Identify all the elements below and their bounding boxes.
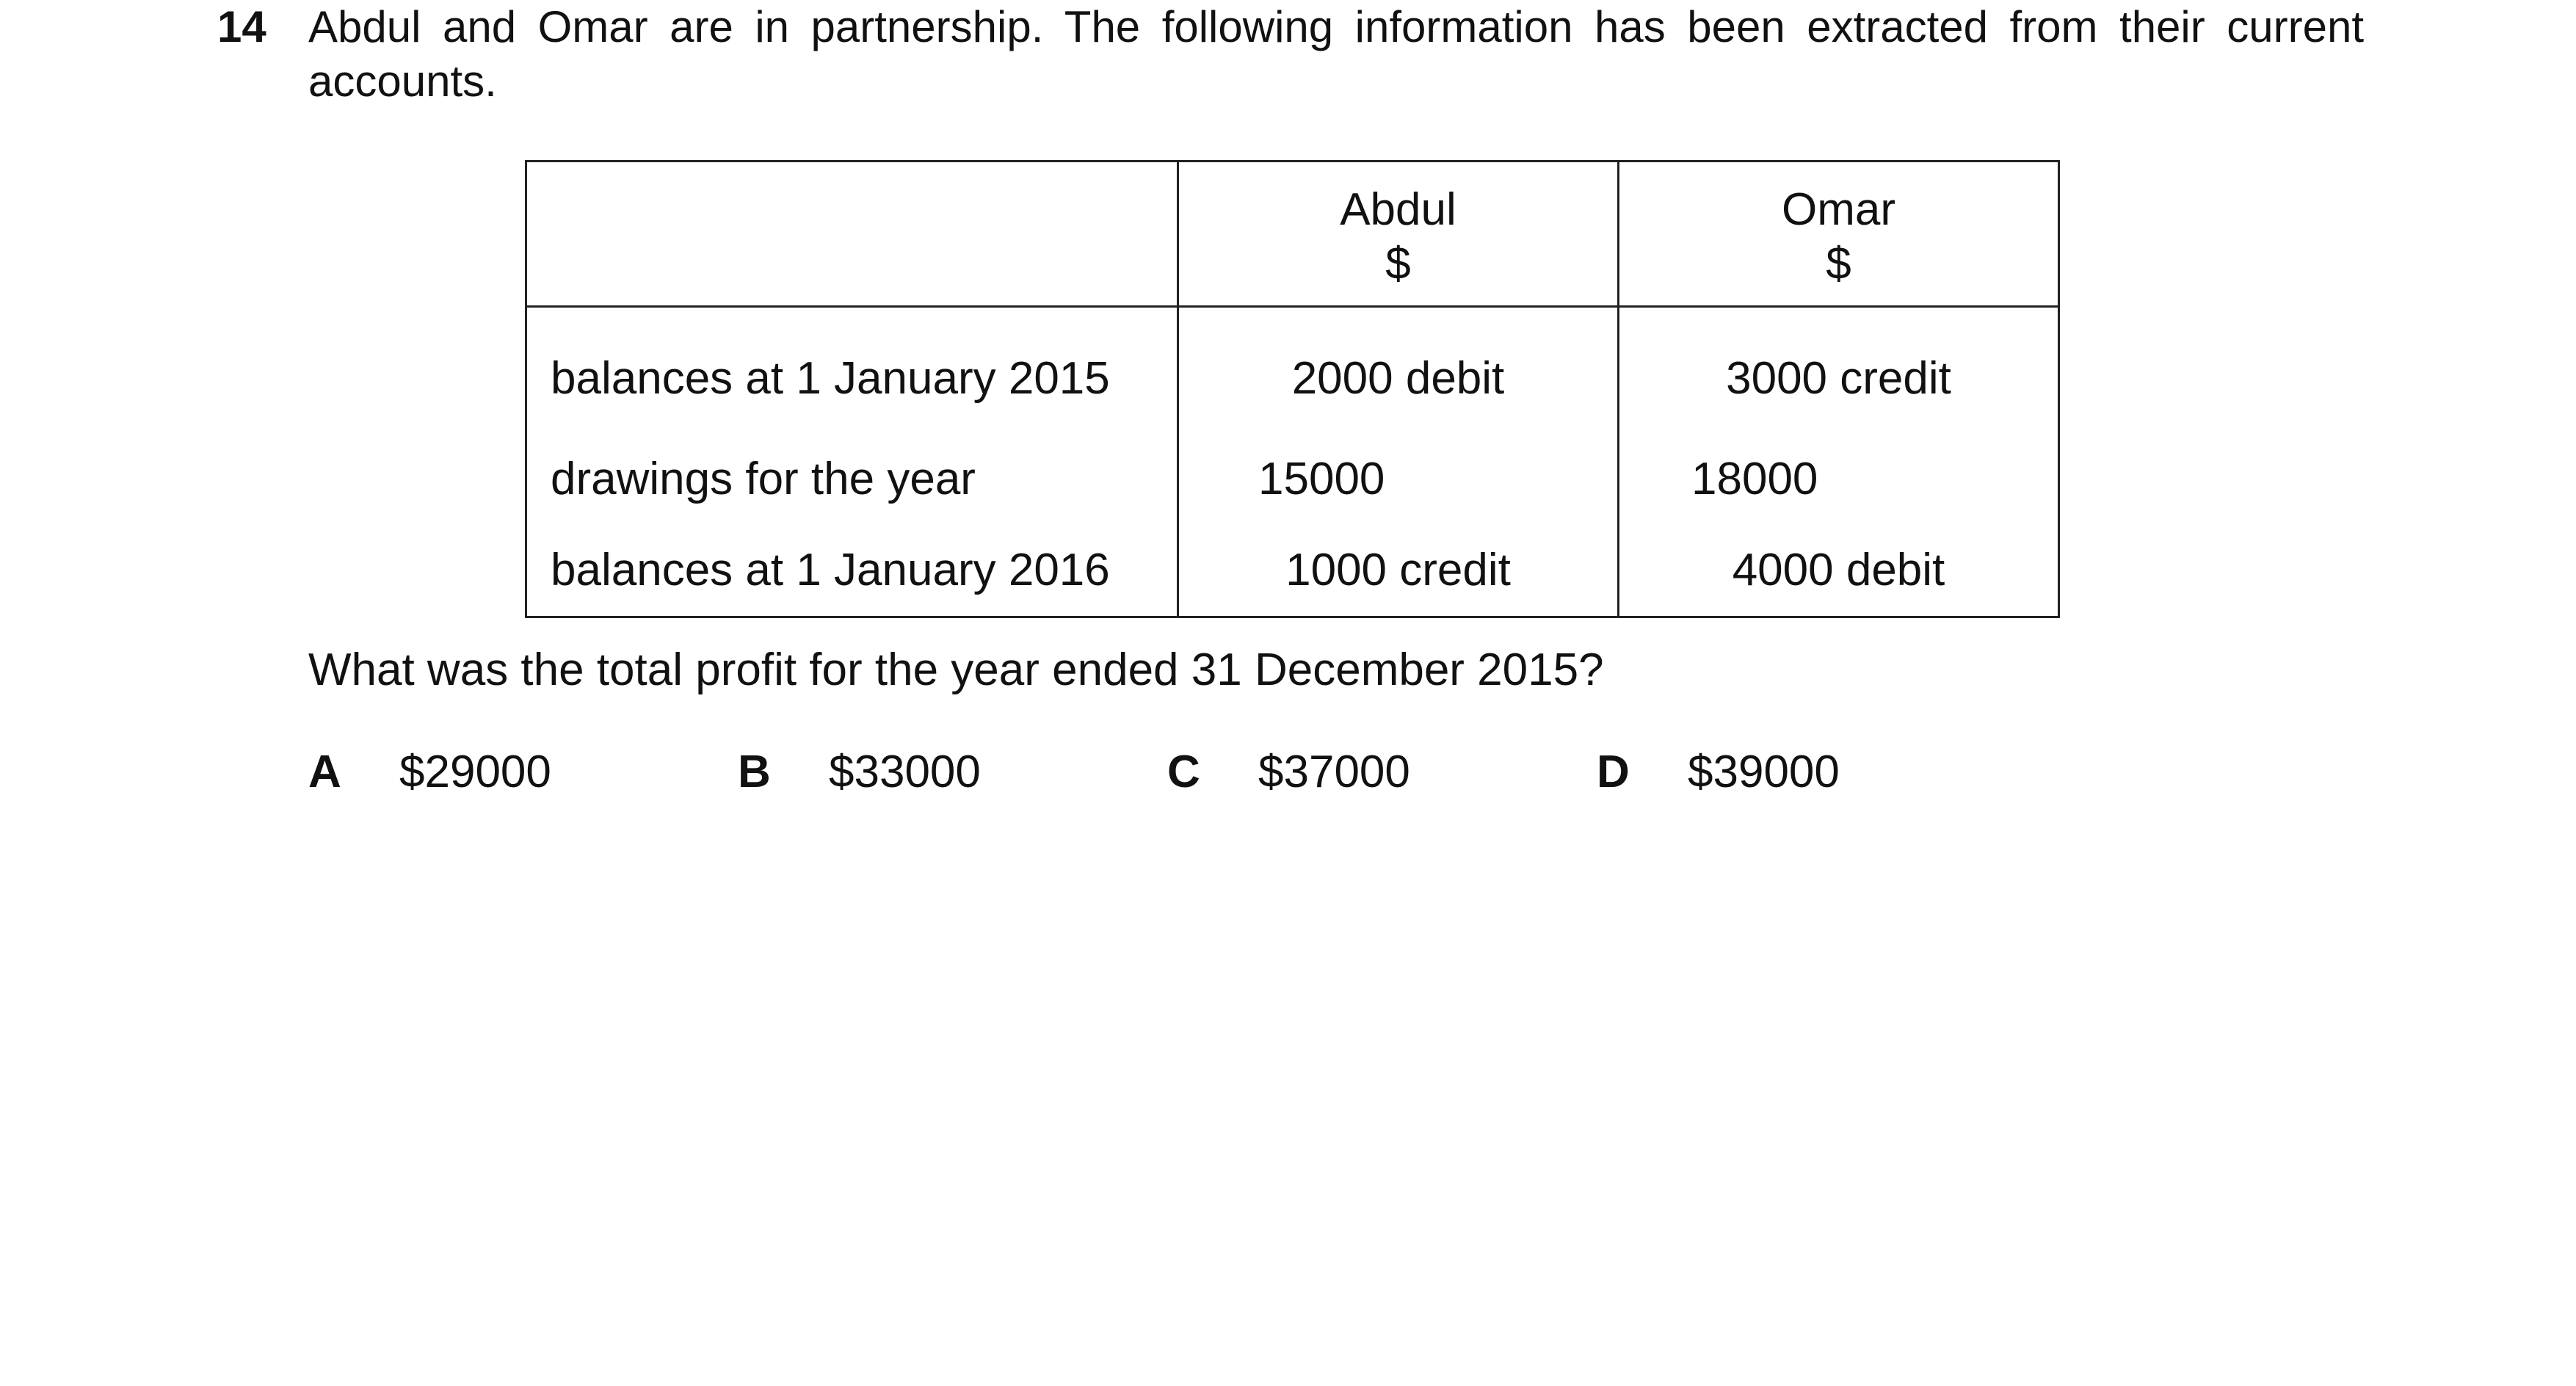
header-abdul-name: Abdul (1340, 184, 1456, 235)
question-prompt: What was the total profit for the year ended 31 December 2015? (308, 645, 1604, 695)
abdul-value: 2000 debit (1178, 307, 1619, 435)
table-row (526, 307, 2059, 435)
question-stem: Abdul and Omar are in partnership. The following information has been extracted from their current accounts. (308, 2, 2364, 106)
row-label: drawings for the year (526, 434, 1178, 525)
option-value: $29000 (399, 747, 551, 797)
header-abdul-unit: $ (1385, 239, 1411, 289)
abdul-value: 15000 (1178, 434, 1619, 525)
omar-value: 4000 debit (1619, 525, 2059, 617)
table-row (526, 525, 2059, 617)
omar-value: 3000 credit (1619, 307, 2059, 435)
abdul-value: 1000 credit (1178, 525, 1619, 617)
option-c[interactable] (1167, 745, 1410, 799)
option-value: $33000 (829, 747, 981, 797)
option-value: $37000 (1258, 747, 1410, 797)
option-letter: C (1167, 747, 1200, 797)
option-b[interactable] (738, 745, 981, 799)
header-omar-unit: $ (1826, 239, 1851, 289)
header-omar (1619, 162, 2059, 307)
option-value: $39000 (1688, 747, 1840, 797)
row-label: balances at 1 January 2015 (526, 307, 1178, 435)
header-abdul (1178, 162, 1619, 307)
option-d[interactable] (1597, 745, 1840, 799)
table-row (526, 434, 2059, 525)
row-label: balances at 1 January 2016 (526, 525, 1178, 617)
omar-value: 18000 (1619, 434, 2059, 525)
table-header-row (526, 162, 2059, 307)
option-letter: D (1597, 747, 1630, 797)
current-accounts-table (525, 160, 2060, 618)
option-letter: B (738, 747, 771, 797)
header-omar-name: Omar (1782, 184, 1895, 235)
header-blank-cell (526, 162, 1178, 307)
option-letter: A (308, 747, 341, 797)
question-number: 14 (217, 2, 266, 51)
option-a[interactable] (308, 745, 551, 799)
